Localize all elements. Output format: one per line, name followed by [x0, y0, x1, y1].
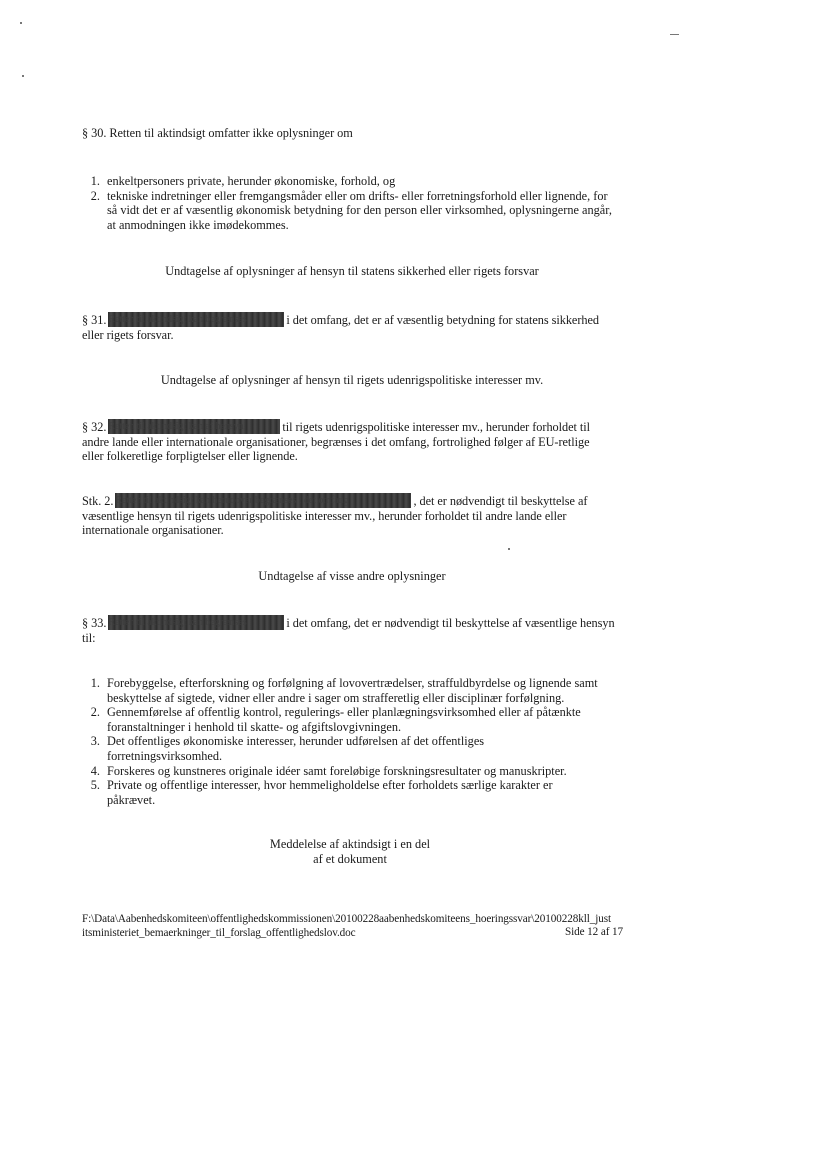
- list-item: 4. Forskeres og kunstneres originale idéer samt foreløbige forskningsresultater og manuskripter.: [90, 763, 567, 778]
- list-item: 1. Forebyggelse, efterforskning og forfølgning af lovovertrædelser, straffuldbyrdelse og lignende samt beskyttelse af sigtede, vidner eller andre i sager om strafferetlig eller disciplinær forfølgning.: [90, 676, 598, 705]
- section-heading: Undtagelse af oplysninger af hensyn til rigets udenrigspolitiske interesser mv.: [160, 373, 544, 387]
- list-item: 2. Gennemførelse af offentlig kontrol, regulerings- eller planlægningsvirksomhed eller af påtænkte foranstaltninger i henhold til skatte- og afgiftslovgivningen.: [90, 705, 581, 734]
- redaction-block: Retten til aktindsigt kan begrænses: [108, 312, 284, 327]
- section-heading: Undtagelse af oplysninger af hensyn til statens sikkerhed eller rigets forsvar: [165, 264, 539, 278]
- section-32: § 32. Retten til aktindsigt kan af hensyn til rigets udenrigspolitiske interesser mv., herunder forholdet til andre lande eller internationale organisationer, begrænses i det omfang, fortrolighed følger af EU-retlige eller folkeretlige forpligtelser eller lignende.: [82, 420, 591, 464]
- redaction-block: Retten til aktindsigt kan af hensyn: [108, 419, 280, 434]
- list-item: 2. tekniske indretninger eller fremgangsmåder eller om drifts- eller forretningsforhold eller lignende, for så vidt det er af væsentlig økonomisk betydning for den person eller virksomhed, oplysningerne angår, at anmodningen ikke imødekommes.: [90, 188, 612, 232]
- section-32-stk-2: Stk. 2. Retten til aktindsigt kan herudover begrænses i det omfang , det er nødvendigt til beskyttelse af væsentlige hensyn til rigets udenrigspolitiske interesser mv., herunder forholdet til andre lande eller internationale organisationer.: [82, 494, 588, 538]
- list-item: 5. Private og offentlige interesser, hvor hemmeligholdelse efter forholdets særlige karakter er påkrævet.: [90, 778, 553, 807]
- section-33: § 33. Retten til aktindsigt kan begrænses i det omfang, det er nødvendigt til beskyttelse af væsentlige hensyn til:: [82, 616, 615, 645]
- redaction-block: Retten til aktindsigt kan herudover begrænses i det omfang: [115, 493, 411, 508]
- section-heading: Undtagelse af visse andre oplysninger: [258, 569, 446, 583]
- redaction-block: Retten til aktindsigt kan begrænses: [108, 615, 284, 630]
- section-33-list: [82, 676, 598, 807]
- scan-speck: [22, 75, 24, 77]
- scan-speck: [508, 548, 510, 550]
- page-number: Side 12 af 17: [564, 926, 623, 938]
- list-item: 3. Det offentliges økonomiske interesser, herunder udførelsen af det offentliges forretningsvirksomhed.: [90, 734, 485, 763]
- section-30-intro: § 30. Retten til aktindsigt omfatter ikke oplysninger om: [82, 126, 353, 140]
- section-heading: Meddelelse af aktindsigt i en del af et dokument: [269, 837, 431, 866]
- section-31: § 31. Retten til aktindsigt kan begrænses i det omfang, det er af væsentlig betydning for statens sikkerhed eller rigets forsvar.: [82, 313, 599, 342]
- file-path: F:\Data\Aabenhedskomiteen\offentlighedskommissionen\20100228aabenhedskomiteens_hoeringssvar\20100228kll_just itsministeriet_bemaerkninger_til_forslag_offentlighedslov.doc: [82, 913, 612, 939]
- section-30-list: [82, 174, 618, 232]
- scan-speck: [670, 34, 679, 35]
- list-item: 1. enkeltpersoners private, herunder økonomiske, forhold, og: [90, 174, 396, 188]
- scan-speck: [20, 22, 22, 24]
